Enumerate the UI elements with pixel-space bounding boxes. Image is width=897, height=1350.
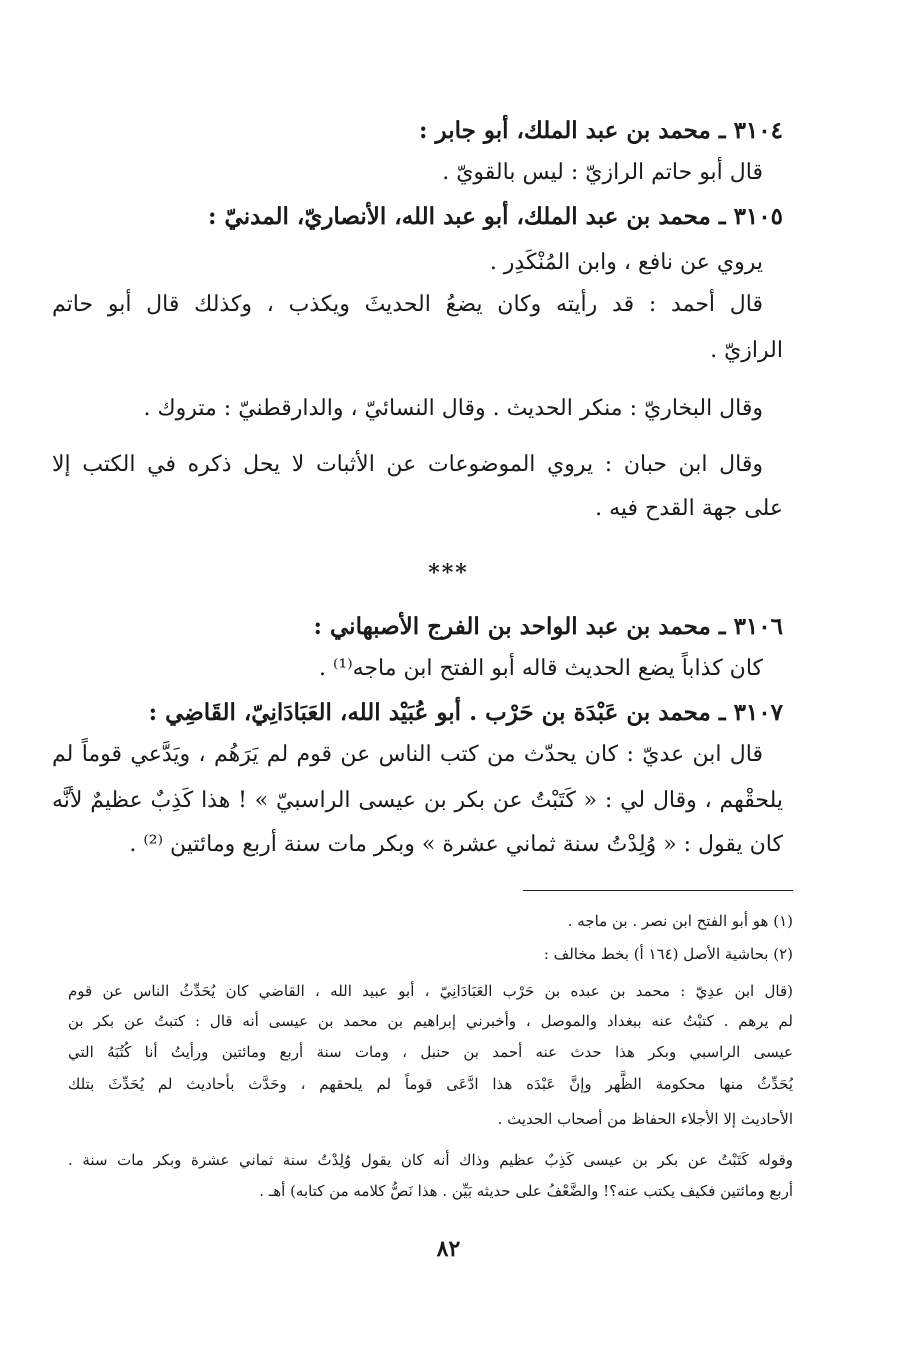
entry-3105-line-2: قال أحمد : قد رأيته وكان يضعُ الحديثَ ويكذب ، وكذلك قال أبو حاتم — [52, 292, 763, 317]
entry-3107-heading: ٣١٠٧ ـ محمد بن عَبْدَة بن حَرْب . أبو عُبَيْد الله، العَبَادَانِيّ، القَاضِي : — [148, 699, 783, 726]
entry-3106-heading: ٣١٠٦ ـ محمد بن عبد الواحد بن الفرج الأصبهاني : — [313, 613, 783, 640]
entry-3105-line-3: الرازيّ . — [710, 338, 783, 363]
footnote-2-heading: (٢) بحاشية الأصل (١٦٤ أ) بخط مخالف : — [543, 945, 793, 963]
section-separator: *** — [428, 560, 469, 586]
footnote-2-line-1: (قال ابن عدِيّ : محمد بن عبده بن حَرْب العَبَادَانِيّ ، أبو عبيد الله ، القاضي كان يُحَدِّثُ الناس عن قوم — [68, 982, 793, 1000]
footnote-2-line-5: الأحاديث إلا الأجلاء الحفاظ من أصحاب الحديث . — [497, 1110, 793, 1128]
entry-3105-line-6: على جهة القدح فيه . — [595, 496, 783, 521]
footnote-2-line-7: أربع ومائتين فكيف يكتب عنه؟! والضَّعْفُ على حديثه بَيِّن . هذا نَصُّ كلامه من كتابه) أهـ . — [259, 1182, 793, 1200]
entry-3107-line-3: كان يقول : « وُلِدْتُ سنة ثماني عشرة » وبكر مات سنة أربع ومائتين ⁽²⁾ . — [129, 832, 783, 857]
entry-3107-line-2: يلحقْهم ، وقال لي : « كَتَبْتُ عن بكر بن عيسى الراسبيّ » ! هذا كَذِبٌ عظيمٌ لأنَّه — [52, 788, 783, 813]
footnote-2-line-3: عيسى الراسبي وبكر هذا حدث عنه أحمد بن حنبل ، ومات سنة أربع ومائتين ورأيتُ أنا كُتُبَهُ التي — [68, 1043, 793, 1061]
entry-3107-line-1: قال ابن عديّ : كان يحدّث من كتب الناس عن قوم لم يَرَهُم ، ويَدَّعي قوماً لم — [52, 742, 763, 767]
footnote-2-line-4: يُحَدِّثُ منها محكومة الظَّهر وإنَّ عَبْدَه هذا ادَّعَى قوماً لم يلحقهم ، وحَدَّث بأحاديث لم يُحَدِّثَ بتلك — [68, 1075, 793, 1093]
entry-3104-line-1: قال أبو حاتم الرازيّ : ليس بالقويّ . — [442, 160, 763, 185]
entry-3105-line-5: وقال ابن حبان : يروي الموضوعات عن الأثبات لا يحل ذكره في الكتب إلا — [52, 452, 763, 477]
entry-3105-line-1: يروي عن نافع ، وابن المُنْكَدِر . — [489, 250, 763, 275]
footnote-1: (١) هو أبو الفتح ابن نصر . بن ماجه . — [567, 912, 793, 930]
entry-3106-line-1: كان كذاباً يضع الحديث قاله أبو الفتح ابن ماجه⁽¹⁾ . — [318, 656, 763, 681]
entry-3105-heading: ٣١٠٥ ـ محمد بن عبد الملك، أبو عبد الله، الأنصاريّ، المدنيّ : — [208, 203, 783, 230]
entry-3105-line-4: وقال البخاريّ : منكر الحديث . وقال النسائيّ ، والدارقطنيّ : متروك . — [143, 396, 763, 421]
entry-3104-heading: ٣١٠٤ ـ محمد بن عبد الملك، أبو جابر : — [419, 117, 783, 144]
page-number: ٨٢ — [436, 1236, 461, 1262]
footnote-2-line-6: وقوله كَتَبْتُ عن بكر بن عيسى كَذِبٌ عظيم وذاك أنه كان يقول وُلِدْتُ سنة ثماني عشرة وبكر مات سنة . — [68, 1151, 793, 1169]
footnote-2-line-2: لم يرهم . كتبْتُ عنه ببغداد والموصل ، وأخبرني إبراهيم بن محمد بن عيسى أنه قال : كتبتُ عن بكر بن — [68, 1012, 793, 1030]
footnote-separator-rule — [523, 890, 793, 891]
